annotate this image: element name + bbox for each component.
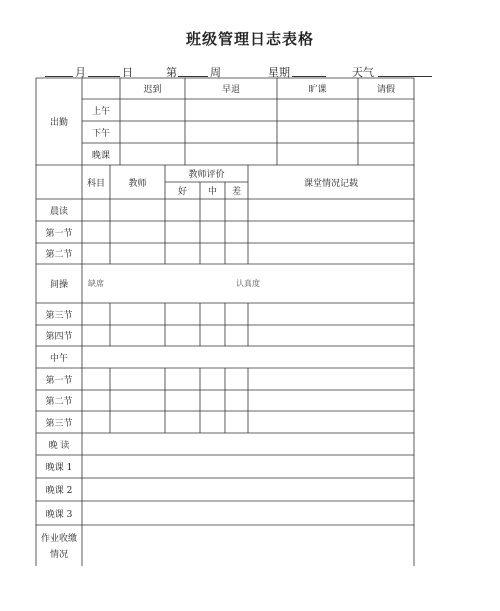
row-evening-1: 晚课 1	[45, 463, 73, 473]
header-poor: 差	[231, 187, 241, 197]
month-label: 月	[75, 66, 86, 79]
period-afternoon: 下午	[91, 128, 110, 139]
row-evening-3: 晚课 3	[45, 509, 73, 520]
row-pm-period-3: 第三节	[45, 418, 73, 429]
attendance-label: 出勤	[49, 117, 68, 128]
row-period-4: 第四节	[45, 332, 73, 342]
header-subject: 科目	[86, 178, 105, 189]
header-good: 好	[177, 187, 187, 197]
row-morning-reading: 晨读	[49, 206, 68, 217]
row-pm-period-1: 第一节	[45, 375, 73, 386]
day-label: 日	[122, 66, 133, 79]
header-teacher: 教师	[128, 178, 147, 189]
row-pm-period-2: 第二节	[45, 397, 73, 407]
week-suffix-label: 周	[210, 66, 221, 79]
col-leave: 请假	[376, 85, 395, 95]
week-prefix-label: 第	[166, 66, 177, 79]
weekday-label: 星期	[268, 66, 290, 79]
period-morning: 上午	[91, 106, 110, 117]
period-evening: 晚课	[91, 150, 110, 161]
row-homework-line-2: 情况	[49, 549, 68, 560]
row-evening-2: 晚课 2	[45, 486, 73, 496]
col-late: 迟到	[143, 85, 162, 95]
row-evening-reading: 晚 读	[48, 440, 70, 451]
row-period-2: 第二节	[45, 250, 73, 260]
row-period-1: 第一节	[45, 228, 73, 239]
row-homework-line-1: 作业收缴	[40, 533, 77, 544]
col-truant: 旷课	[308, 85, 327, 95]
col-leave-early: 早退	[221, 85, 240, 95]
header-medium: 中	[207, 187, 217, 197]
header-record: 课堂情况记载	[303, 178, 358, 189]
page-title: 班级管理日志表格	[185, 30, 314, 48]
serious-label: 认真度	[236, 279, 260, 288]
header-evaluation: 教师评价	[188, 170, 225, 180]
absent-label: 缺席	[88, 279, 104, 288]
row-noon: 中午	[49, 353, 68, 364]
row-period-3: 第三节	[45, 310, 73, 321]
row-exercise: 间操	[49, 280, 68, 290]
weather-label: 天气	[352, 66, 374, 79]
